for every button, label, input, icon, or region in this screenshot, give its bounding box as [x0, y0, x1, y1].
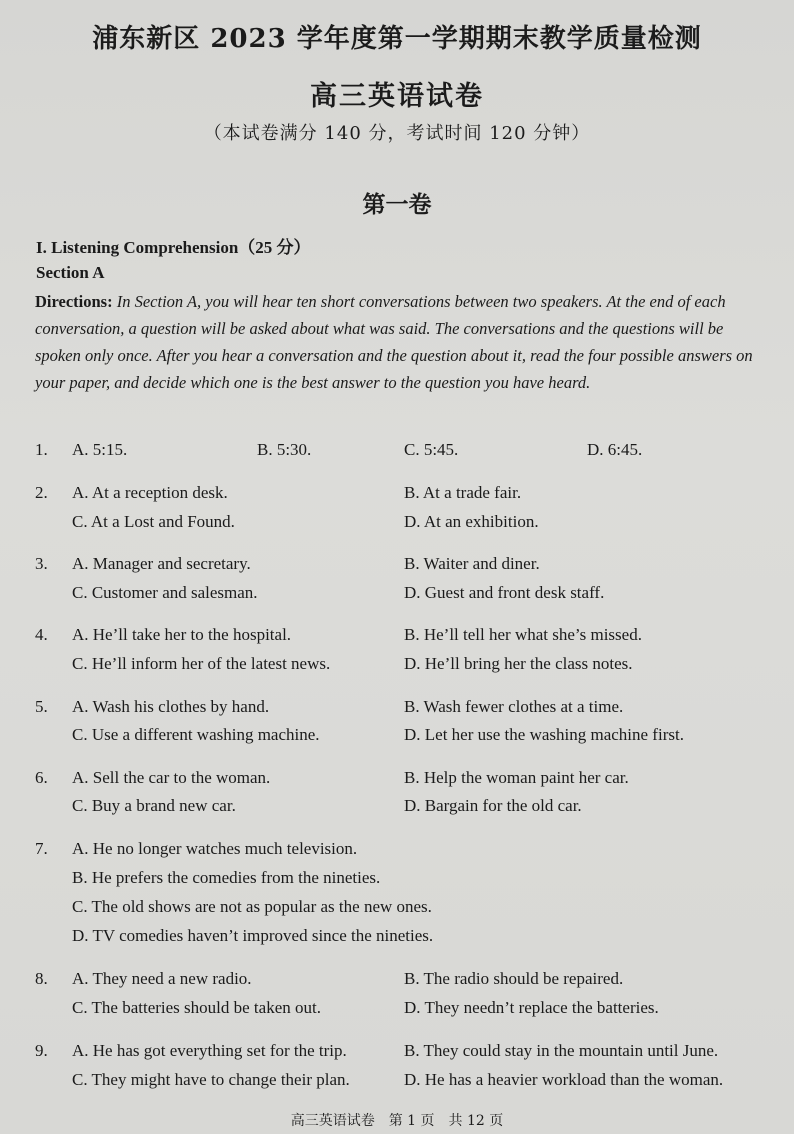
option-d: D. They needn’t replace the batteries.: [404, 998, 659, 1017]
directions: [35, 288, 757, 396]
question-number: 1.: [35, 440, 48, 459]
option-d: D. TV comedies haven’t improved since the nineties.: [72, 926, 434, 945]
option-c: C. The old shows are not as popular as the new ones.: [72, 897, 432, 916]
option-a: A. He has got everything set for the trip.: [72, 1041, 347, 1060]
option-b: B. Waiter and diner.: [404, 554, 540, 573]
option-d: D. At an exhibition.: [404, 512, 539, 531]
question-number: 7.: [35, 839, 48, 858]
option-a: A. 5:15.: [72, 440, 128, 459]
option-c: C. They might have to change their plan.: [72, 1070, 350, 1089]
question-number: 9.: [35, 1041, 48, 1060]
option-b: B. Help the woman paint her car.: [404, 768, 629, 787]
option-d: D. He has a heavier workload than the woman.: [404, 1070, 724, 1089]
option-d: D. Guest and front desk staff.: [404, 583, 605, 602]
option-b: B. He prefers the comedies from the nineties.: [72, 868, 381, 887]
question-number: 5.: [35, 697, 48, 716]
option-a: A. He’ll take her to the hospital.: [72, 625, 292, 644]
exam-subtitle: 高三英语试卷: [310, 81, 484, 112]
exam-note: （本试卷满分 140 分，考试时间 120 分钟）: [203, 123, 591, 144]
option-b: B. 5:30.: [257, 440, 312, 459]
part-heading: I. Listening Comprehension（25 分）: [36, 238, 311, 257]
option-c: C. Use a different washing machine.: [72, 725, 320, 744]
option-d: D. Let her use the washing machine first.: [404, 725, 684, 744]
section-heading: Section A: [36, 263, 105, 282]
question-number: 8.: [35, 969, 48, 988]
option-b: B. At a trade fair.: [404, 483, 522, 502]
option-c: C. He’ll inform her of the latest news.: [72, 654, 331, 673]
volume-heading: 第一卷: [362, 191, 432, 218]
option-a: A. Wash his clothes by hand.: [72, 697, 270, 716]
option-a: A. Manager and secretary.: [72, 554, 251, 573]
option-b: B. He’ll tell her what she’s missed.: [404, 625, 642, 644]
option-d: D. 6:45.: [587, 440, 643, 459]
option-c: C. Buy a brand new car.: [72, 796, 236, 815]
option-d: D. Bargain for the old car.: [404, 796, 582, 815]
option-c: C. Customer and salesman.: [72, 583, 258, 602]
option-d: D. He’ll bring her the class notes.: [404, 654, 633, 673]
option-b: B. They could stay in the mountain until June.: [404, 1041, 719, 1060]
page-footer: 高三英语试卷 第 1 页 共 12 页: [290, 1113, 504, 1129]
directions-text: In Section A, you will hear ten short conversations between two speakers. At the end of each conversation, a question will be asked about what was said. The conversations and the questions will be spoken only once. After you hear a conversation and the question about it, read the four possible answers on your paper, and decide which one is the best answer to the question you have heard.: [35, 292, 753, 392]
option-b: B. Wash fewer clothes at a time.: [404, 697, 624, 716]
question-number: 2.: [35, 483, 48, 502]
question-number: 6.: [35, 768, 48, 787]
directions-label: Directions:: [35, 292, 113, 311]
option-a: A. He no longer watches much television.: [72, 839, 358, 858]
option-c: C. At a Lost and Found.: [72, 512, 235, 531]
option-a: A. Sell the car to the woman.: [72, 768, 271, 787]
exam-title: 浦东新区 2023 学年度第一学期期末教学质量检测: [92, 24, 702, 54]
option-a: A. They need a new radio.: [72, 969, 252, 988]
option-a: A. At a reception desk.: [72, 483, 228, 502]
option-c: C. 5:45.: [404, 440, 459, 459]
question-number: 4.: [35, 625, 48, 644]
question-number: 3.: [35, 554, 48, 573]
option-c: C. The batteries should be taken out.: [72, 998, 321, 1017]
option-b: B. The radio should be repaired.: [404, 969, 624, 988]
